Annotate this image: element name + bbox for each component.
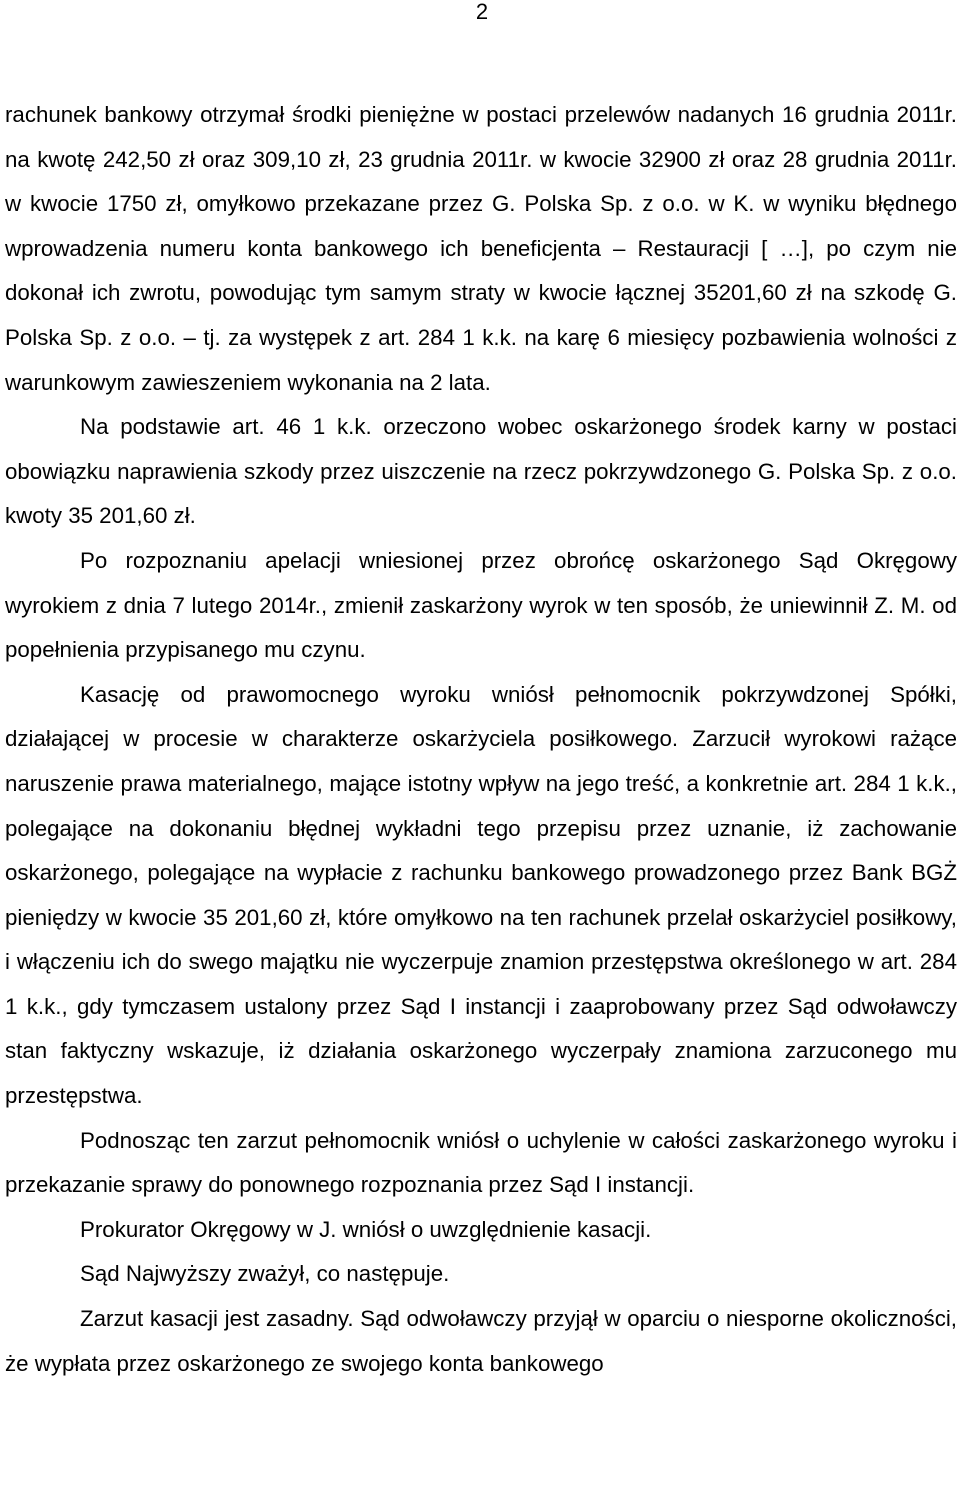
paragraph-prosecutor: Prokurator Okręgowy w J. wniósł o uwzględnienie kasacji. [80, 1216, 652, 1242]
document-body [5, 93, 957, 1386]
page-number: 2 [475, 0, 489, 24]
paragraph-judgment-continuation: rachunek bankowy otrzymał środki pieniężne w postaci przelewów nadanych 16 grudnia 2011r. na kwotę 242,50 zł oraz 309,10 zł, 23 grudnia 2011r. w kwocie 32900 zł oraz 28 grudnia 2011r. w kwocie 1750 zł, omyłkowo przekazane przez G. Polska Sp. z o.o. w K. w wyniku błędnego wprowadzenia numeru konta bankowego ich beneficjenta – Restauracji [ …], po czym nie dokonał ich zwrotu, powodując tym samym straty w kwocie łącznej 35201,60 zł na szkodę G. Polska Sp. z o.o. – tj. za występek z art. 284 1 k.k. na karę 6 miesięcy pozbawienia wolności z warunkowym zawieszeniem wykonania na 2 lata. [5, 102, 957, 395]
paragraph-reasoning: Zarzut kasacji jest zasadny. Sąd odwoławczy przyjął w oparciu o niesporne okoliczności, że wypłata przez oskarżonego ze swojego konta bankowego [5, 1306, 957, 1376]
paragraph-request: Podnosząc ten zarzut pełnomocnik wniósł o uchylenie w całości zaskarżonego wyroku i przekazanie sprawy do ponownego rozpoznania przez Sąd I instancji. [5, 1127, 957, 1198]
paragraph-penal-measure: Na podstawie art. 46 1 k.k. orzeczono wobec oskarżonego środek karny w postaci obowiązku naprawienia szkody przez uiszczenie na rzecz pokrzywdzonego G. Polska Sp. z o.o. kwoty 35 201,60 zł. [5, 414, 957, 529]
paragraph-cassation: Kasację od prawomocnego wyroku wniósł pełnomocnik pokrzywdzonej Spółki, działającej w procesie w charakterze oskarżyciela posiłkowego. Zarzucił wyrokowi rażące naruszenie prawa materialnego, mające istotny wpływ na jego treść, a konkretnie art. 284 1 k.k., polegające na dokonaniu błędnej wykładni tego przepisu przez uznanie, iż zachowanie oskarżonego, polegające na wypłacie z rachunku bankowego prowadzonego przez Bank BGŻ pieniędzy w kwocie 35 201,60 zł, które omyłkowo na ten rachunek przelał oskarżyciel posiłkowy, i włączeniu ich do swego majątku nie wyczerpuje znamion przestępstwa określonego w art. 284 1 k.k., gdy tymczasem ustalony przez Sąd I instancji i zaaprobowany przez Sąd odwoławczy stan faktyczny wskazuje, iż działania oskarżonego wyczerpały znamiona zarzuconego mu przestępstwa. [5, 681, 957, 1109]
paragraph-supreme-court: Sąd Najwyższy zważył, co następuje. [80, 1261, 450, 1287]
paragraph-appeal: Po rozpoznaniu apelacji wniesionej przez obrońcę oskarżonego Sąd Okręgowy wyrokiem z dnia 7 lutego 2014r., zmienił zaskarżony wyrok w ten sposób, że uniewinnił Z. M. od popełnienia przypisanego mu czynu. [5, 547, 957, 663]
